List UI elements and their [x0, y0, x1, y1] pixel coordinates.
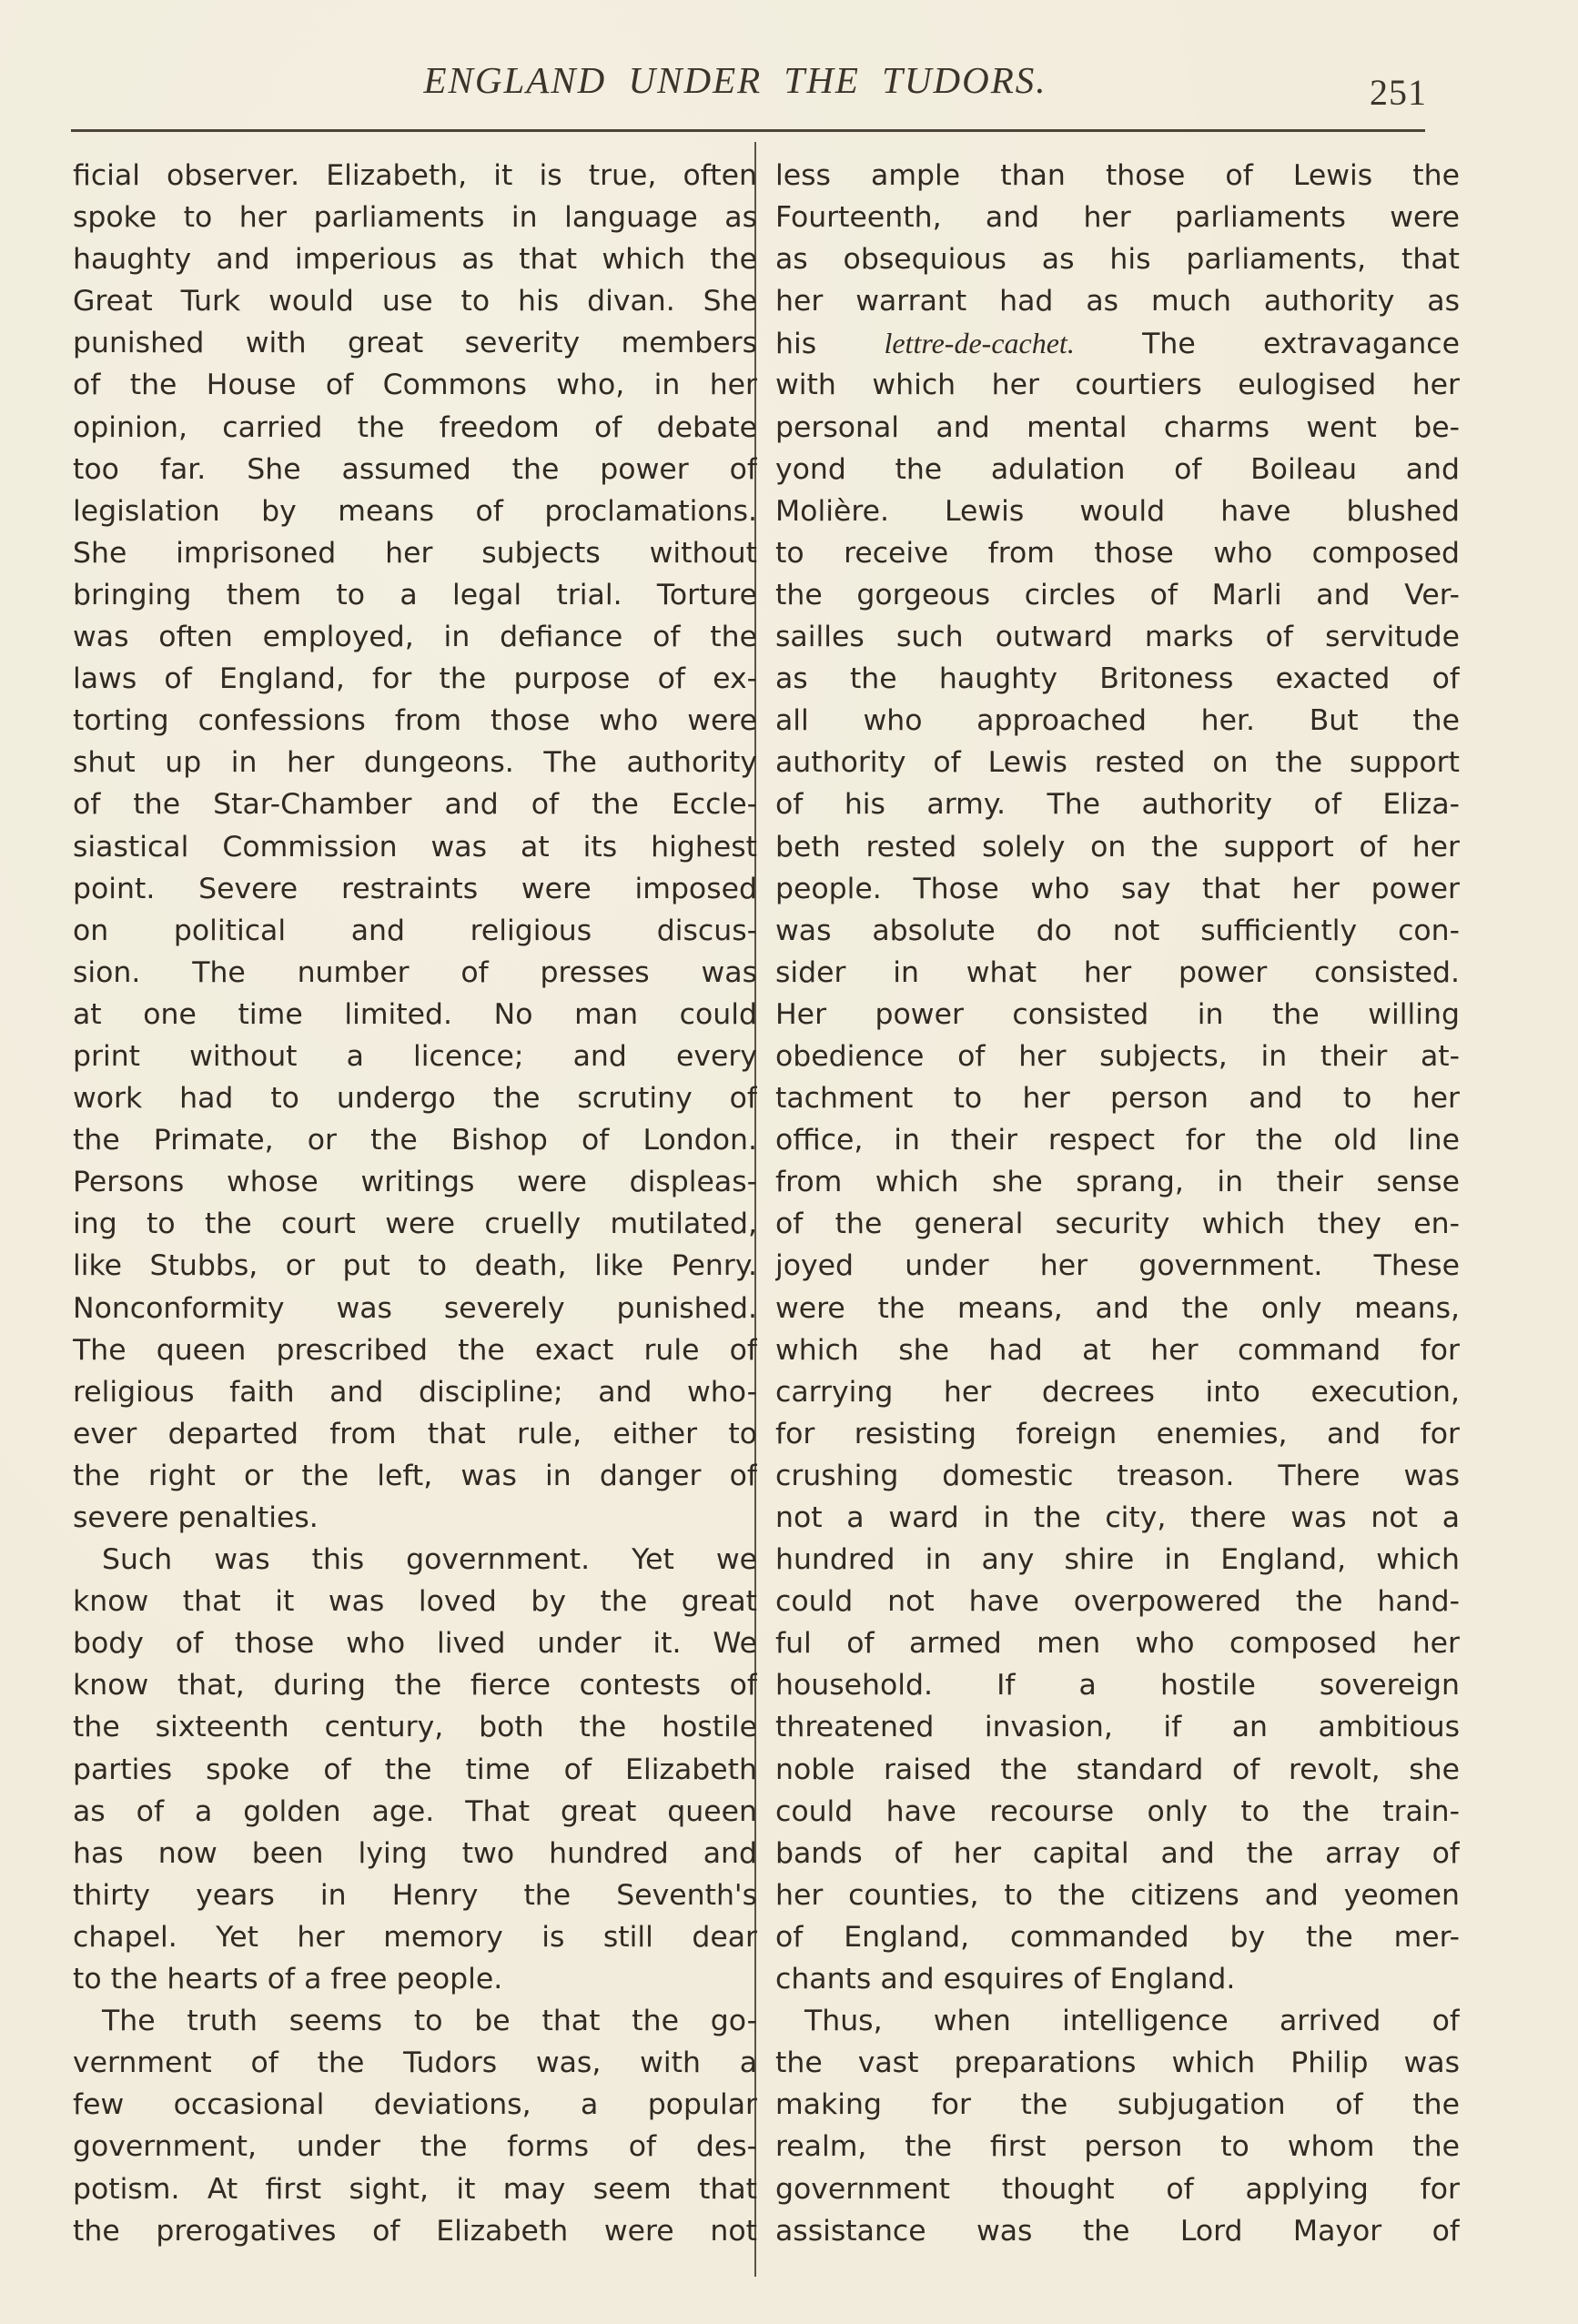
- text-line: severe penalties.: [73, 1501, 319, 1534]
- header-rule: [71, 129, 1425, 132]
- text-line: Thus, when intelligence arrived of: [804, 2005, 1460, 2038]
- text-line: could have recourse only to the train-: [775, 1794, 1460, 1828]
- text-line: The queen prescribed the exact rule of: [73, 1333, 757, 1367]
- text-line: torting confessions from those who were: [73, 704, 757, 738]
- text-line: hundred in any shire in England, which: [775, 1543, 1460, 1577]
- text-line: thirty years in Henry the Seventh's: [73, 1878, 757, 1912]
- text-line: legislation by means of proclamations.: [73, 494, 757, 528]
- text-line: Such was this government. Yet we: [102, 1543, 757, 1577]
- text-line: government, under the forms of des-: [73, 2130, 757, 2164]
- text-line: beth rested solely on the support of her: [775, 830, 1460, 864]
- text-line: on political and religious discus-: [73, 914, 757, 947]
- text-line: to receive from those who composed: [775, 536, 1460, 570]
- text-line: work had to undergo the scrutiny of: [73, 1082, 757, 1116]
- text-line: like Stubbs, or put to death, like Penry.: [73, 1249, 757, 1283]
- text-line: office, in their respect for the old line: [775, 1124, 1460, 1157]
- text-line: all who approached her. But the: [775, 704, 1460, 738]
- italic-term: lettre-de-cachet.: [884, 327, 1075, 360]
- text-line: chapel. Yet her memory is still dear: [73, 1920, 757, 1954]
- text-line: opinion, carried the freedom of debate: [73, 410, 757, 444]
- text-line: authority of Lewis rested on the support: [775, 746, 1460, 780]
- text-line: religious faith and discipline; and who-: [73, 1375, 757, 1409]
- text-line: for resisting foreign enemies, and for: [775, 1417, 1460, 1450]
- text-line: as the haughty Britoness exacted of: [775, 662, 1460, 696]
- text-line: the Primate, or the Bishop of London.: [73, 1124, 757, 1157]
- text-line: haughty and imperious as that which the: [73, 243, 757, 277]
- text-line: parties spoke of the time of Elizabeth: [73, 1753, 757, 1786]
- text-line: her counties, to the citizens and yeomen: [775, 1878, 1460, 1912]
- text-line: print without a licence; and every: [73, 1039, 757, 1073]
- text-line: bands of her capital and the array of: [775, 1836, 1460, 1870]
- text-line: Fourteenth, and her parliaments were: [775, 201, 1460, 235]
- text-line: sailles such outward marks of servitude: [775, 621, 1460, 654]
- text-line: the vast preparations which Philip was: [775, 2046, 1460, 2080]
- text-line: obedience of her subjects, in their at-: [775, 1039, 1460, 1073]
- text-line: carrying her decrees into execution,: [775, 1375, 1460, 1409]
- text-line: point. Severe restraints were imposed: [73, 872, 757, 905]
- running-title: ENGLAND UNDER THE TUDORS.: [423, 59, 1047, 101]
- text-line: Great Turk would use to his divan. She: [73, 285, 757, 318]
- text-line: realm, the first person to whom the: [775, 2130, 1460, 2164]
- text-line: spoke to her parliaments in language as: [73, 201, 757, 235]
- text-line: of the Star-Chamber and of the Eccle-: [73, 788, 757, 822]
- text-line: too far. She assumed the power of: [73, 452, 757, 486]
- text-line: ever departed from that rule, either to: [73, 1417, 757, 1450]
- text-line: not a ward in the city, there was not a: [775, 1501, 1460, 1534]
- text-line: chants and esquires of England.: [775, 1963, 1236, 1996]
- text-line: Her power consisted in the willing: [775, 997, 1460, 1031]
- text-line: laws of England, for the purpose of ex-: [73, 662, 757, 696]
- text-line: ing to the court were cruelly mutilated,: [73, 1207, 757, 1241]
- text-line: government thought of applying for: [775, 2172, 1460, 2206]
- text-line: noble raised the standard of revolt, she: [775, 1753, 1460, 1786]
- text-line: The truth seems to be that the go-: [102, 2005, 757, 2038]
- text-line: were the means, and the only means,: [775, 1291, 1460, 1325]
- text-line: know that it was loved by the great: [73, 1585, 757, 1619]
- right-column: [775, 155, 1460, 2284]
- text-line-with-italic: [775, 322, 1460, 364]
- text-line: Molière. Lewis would have blushed: [775, 494, 1460, 528]
- text-line: joyed under her government. These: [775, 1249, 1460, 1283]
- text-line: siastical Commission was at its highest: [73, 830, 757, 864]
- text-line: from which she sprang, in their sense: [775, 1166, 1460, 1199]
- text-line: has now been lying two hundred and: [73, 1836, 757, 1870]
- text-line: of the House of Commons who, in her: [73, 369, 757, 402]
- text-line: shut up in her dungeons. The authority: [73, 746, 757, 780]
- text-line: people. Those who say that her power: [775, 872, 1460, 905]
- text-line: tachment to her person and to her: [775, 1082, 1460, 1116]
- text-line: Nonconformity was severely punished.: [73, 1291, 757, 1325]
- text-line: as of a golden age. That great queen: [73, 1794, 757, 1828]
- text-line: vernment of the Tudors was, with a: [73, 2046, 757, 2080]
- text-line: was often employed, in defiance of the: [73, 621, 757, 654]
- running-head: [71, 58, 1427, 113]
- text-line: yond the adulation of Boileau and: [775, 452, 1460, 486]
- text-line: of the general security which they en-: [775, 1207, 1460, 1241]
- text-line: with which her courtiers eulogised her: [775, 369, 1460, 402]
- text-line: the gorgeous circles of Marli and Ver-: [775, 578, 1460, 611]
- text-line: few occasional deviations, a popular: [73, 2088, 757, 2122]
- text-line: sion. The number of presses was: [73, 955, 757, 989]
- text-line: to the hearts of a free people.: [73, 1963, 503, 1996]
- text-line: which she had at her command for: [775, 1333, 1460, 1367]
- text-line: the right or the left, was in danger of: [73, 1459, 757, 1492]
- text-line: less ample than those of Lewis the: [775, 159, 1460, 192]
- text-line: making for the subjugation of the: [775, 2088, 1460, 2122]
- text-line: ful of armed men who composed her: [775, 1627, 1460, 1661]
- text-fragment: The extravagance: [1142, 328, 1460, 361]
- text-line: could not have overpowered the hand-: [775, 1585, 1460, 1619]
- text-line: the sixteenth century, both the hostile: [73, 1711, 757, 1744]
- text-line: bringing them to a legal trial. Torture: [73, 578, 757, 611]
- text-line: sider in what her power consisted.: [775, 955, 1460, 989]
- text-line: body of those who lived under it. We: [73, 1627, 757, 1661]
- text-line: ficial observer. Elizabeth, it is true, often: [73, 159, 757, 192]
- text-line: was absolute do not sufficiently con-: [775, 914, 1460, 947]
- text-line: potism. At first sight, it may seem that: [73, 2172, 757, 2206]
- text-line: threatened invasion, if an ambitious: [775, 1711, 1460, 1744]
- page-number: 251: [1370, 72, 1427, 113]
- text-line: the prerogatives of Elizabeth were not: [73, 2214, 757, 2248]
- text-line: of his army. The authority of Eliza-: [775, 788, 1460, 822]
- text-line: punished with great severity members: [73, 327, 757, 360]
- text-line: as obsequious as his parliaments, that: [775, 243, 1460, 277]
- left-column: [73, 155, 757, 2284]
- text-line: assistance was the Lord Mayor of: [775, 2214, 1460, 2248]
- text-line: crushing domestic treason. There was: [775, 1459, 1460, 1492]
- text-line: She imprisoned her subjects without: [73, 536, 757, 570]
- text-line: household. If a hostile sovereign: [775, 1669, 1460, 1703]
- text-line: personal and mental charms went be-: [775, 410, 1460, 444]
- text-line: at one time limited. No man could: [73, 997, 757, 1031]
- text-fragment: his: [775, 328, 817, 361]
- text-line: know that, during the fierce contests of: [73, 1669, 757, 1703]
- text-line: her warrant had as much authority as: [775, 285, 1460, 318]
- text-line: of England, commanded by the mer-: [775, 1920, 1460, 1954]
- text-line: Persons whose writings were displeas-: [73, 1166, 757, 1199]
